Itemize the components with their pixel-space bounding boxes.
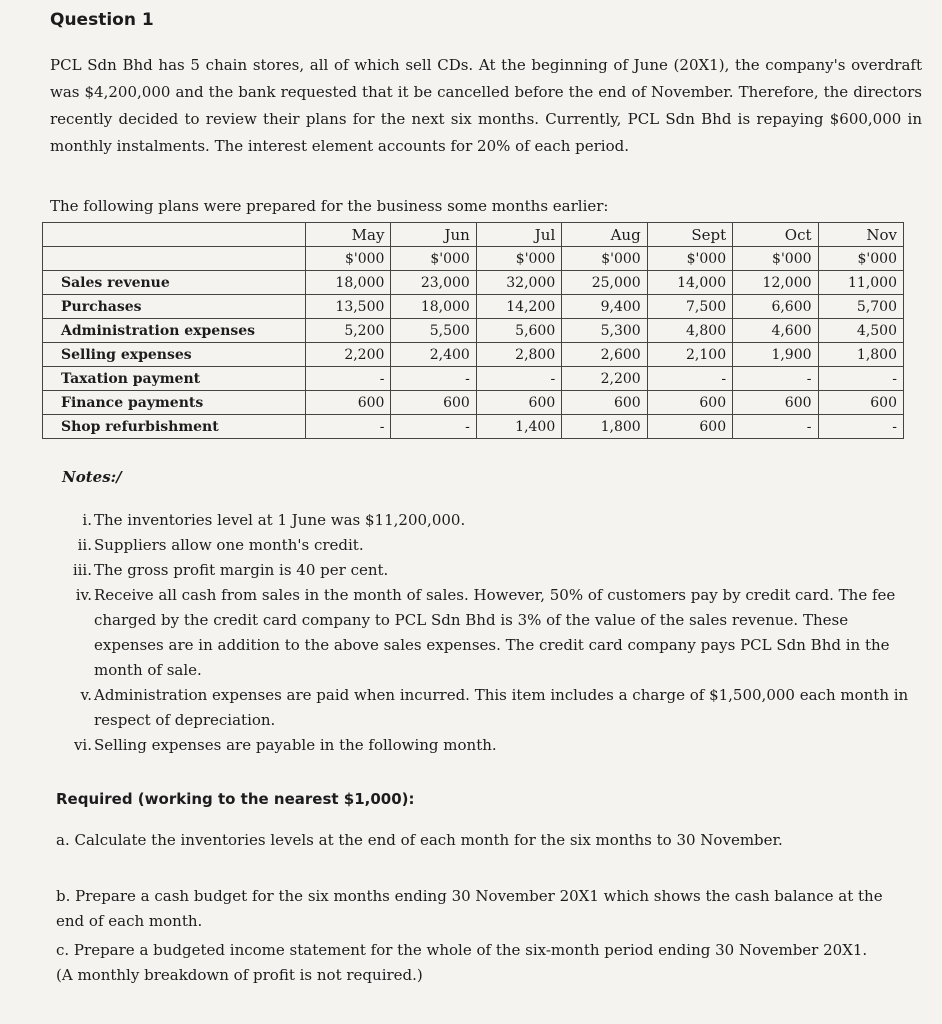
value-cell: 5,500: [391, 319, 476, 343]
unit-cell: $'000: [818, 247, 903, 271]
note-number: i.: [82, 511, 92, 529]
value-cell: -: [647, 367, 732, 391]
header-blank: [43, 223, 306, 247]
value-cell: -: [476, 367, 561, 391]
value-cell: 5,300: [562, 319, 647, 343]
table-row: [43, 415, 904, 439]
notes-list: [40, 508, 910, 758]
value-cell: -: [391, 415, 476, 439]
table-row: [43, 295, 904, 319]
note-text: Receive all cash from sales in the month of sales. However, 50% of customers pay by credit card. The fee charged by the credit card company to PCL Sdn Bhd is 3% of the value of the sales revenue. These expenses are in addition to the above sales expenses. The credit card company pays PCL Sdn Bhd in the month of sale.: [94, 586, 896, 679]
value-cell: 600: [306, 391, 391, 415]
value-cell: -: [733, 415, 818, 439]
value-cell: 600: [647, 391, 732, 415]
value-cell: 600: [476, 391, 561, 415]
value-cell: 11,000: [818, 271, 903, 295]
value-cell: 5,700: [818, 295, 903, 319]
value-cell: 4,800: [647, 319, 732, 343]
note-text: The gross profit margin is 40 per cent.: [94, 561, 389, 579]
month-header: Nov: [818, 223, 903, 247]
row-label: Selling expenses: [43, 343, 306, 367]
value-cell: -: [818, 367, 903, 391]
note-item: [40, 533, 910, 558]
month-header: Sept: [647, 223, 732, 247]
note-text: Selling expenses are payable in the following month.: [94, 736, 497, 754]
month-header: Aug: [562, 223, 647, 247]
notes-title: Notes:/: [62, 468, 122, 486]
required-title: Required (working to the nearest $1,000):: [56, 790, 415, 808]
unit-cell: $'000: [733, 247, 818, 271]
value-cell: 1,400: [476, 415, 561, 439]
units-blank: [43, 247, 306, 271]
value-cell: 1,800: [818, 343, 903, 367]
value-cell: 9,400: [562, 295, 647, 319]
value-cell: 7,500: [647, 295, 732, 319]
table-row: [43, 367, 904, 391]
unit-cell: $'000: [391, 247, 476, 271]
unit-cell: $'000: [562, 247, 647, 271]
value-cell: 600: [647, 415, 732, 439]
value-cell: 600: [733, 391, 818, 415]
row-label: Finance payments: [43, 391, 306, 415]
plans-heading: The following plans were prepared for the business some months earlier:: [50, 197, 609, 215]
value-cell: 600: [562, 391, 647, 415]
note-text: The inventories level at 1 June was $11,200,000.: [94, 511, 466, 529]
note-number: iv.: [75, 586, 92, 604]
month-header-row: [43, 223, 904, 247]
value-cell: -: [306, 415, 391, 439]
note-item: [40, 583, 910, 683]
table-row: [43, 343, 904, 367]
month-header: Jun: [391, 223, 476, 247]
note-number: v.: [80, 686, 92, 704]
value-cell: -: [818, 415, 903, 439]
row-label: Sales revenue: [43, 271, 306, 295]
value-cell: 2,200: [562, 367, 647, 391]
row-label: Taxation payment: [43, 367, 306, 391]
note-item: [40, 683, 910, 733]
value-cell: 1,900: [733, 343, 818, 367]
value-cell: 6,600: [733, 295, 818, 319]
table-row: [43, 319, 904, 343]
value-cell: 2,400: [391, 343, 476, 367]
requirement-b: b. Prepare a cash budget for the six months ending 30 November 20X1 which shows the cash balance at the end of each month.: [56, 887, 883, 930]
row-label: Administration expenses: [43, 319, 306, 343]
value-cell: 2,200: [306, 343, 391, 367]
note-number: iii.: [72, 561, 92, 579]
table-row: [43, 271, 904, 295]
row-label: Shop refurbishment: [43, 415, 306, 439]
plans-table: [42, 222, 904, 439]
value-cell: 5,600: [476, 319, 561, 343]
value-cell: 14,200: [476, 295, 561, 319]
value-cell: 600: [818, 391, 903, 415]
note-item: [40, 558, 910, 583]
month-header: May: [306, 223, 391, 247]
value-cell: -: [391, 367, 476, 391]
requirement-a: a. Calculate the inventories levels at the end of each month for the six months to 30 November.: [56, 831, 783, 849]
unit-cell: $'000: [476, 247, 561, 271]
value-cell: -: [733, 367, 818, 391]
value-cell: 2,600: [562, 343, 647, 367]
question-title: Question 1: [50, 10, 154, 30]
note-item: [40, 508, 910, 533]
unit-cell: $'000: [306, 247, 391, 271]
value-cell: 4,500: [818, 319, 903, 343]
value-cell: 23,000: [391, 271, 476, 295]
value-cell: 1,800: [562, 415, 647, 439]
value-cell: 2,800: [476, 343, 561, 367]
note-number: ii.: [77, 536, 92, 554]
value-cell: 18,000: [306, 271, 391, 295]
value-cell: 13,500: [306, 295, 391, 319]
value-cell: 2,100: [647, 343, 732, 367]
note-number: vi.: [73, 736, 92, 754]
value-cell: 12,000: [733, 271, 818, 295]
value-cell: -: [306, 367, 391, 391]
value-cell: 4,600: [733, 319, 818, 343]
note-text: Suppliers allow one month's credit.: [94, 536, 364, 554]
month-header: Jul: [476, 223, 561, 247]
unit-cell: $'000: [647, 247, 732, 271]
value-cell: 14,000: [647, 271, 732, 295]
value-cell: 600: [391, 391, 476, 415]
table-row: [43, 391, 904, 415]
value-cell: 32,000: [476, 271, 561, 295]
value-cell: 25,000: [562, 271, 647, 295]
intro-paragraph: PCL Sdn Bhd has 5 chain stores, all of which sell CDs. At the beginning of June (20X1), the company's overdraft was $4,200,000 and the bank requested that it be cancelled before the end of November. Therefore, the directors recently decided to review their plans for the next six months. Currently, PCL Sdn Bhd is repaying $600,000 in monthly instalments. The interest element accounts for 20% of each period.: [50, 56, 922, 155]
row-label: Purchases: [43, 295, 306, 319]
month-header: Oct: [733, 223, 818, 247]
requirement-c: c. Prepare a budgeted income statement for the whole of the six-month period ending 30 November 20X1. (A monthly breakdown of profit is not required.): [56, 941, 868, 984]
note-item: [40, 733, 910, 758]
note-text: Administration expenses are paid when incurred. This item includes a charge of $1,500,000 each month in respect of depreciation.: [94, 686, 909, 729]
units-row: [43, 247, 904, 271]
value-cell: 18,000: [391, 295, 476, 319]
value-cell: 5,200: [306, 319, 391, 343]
